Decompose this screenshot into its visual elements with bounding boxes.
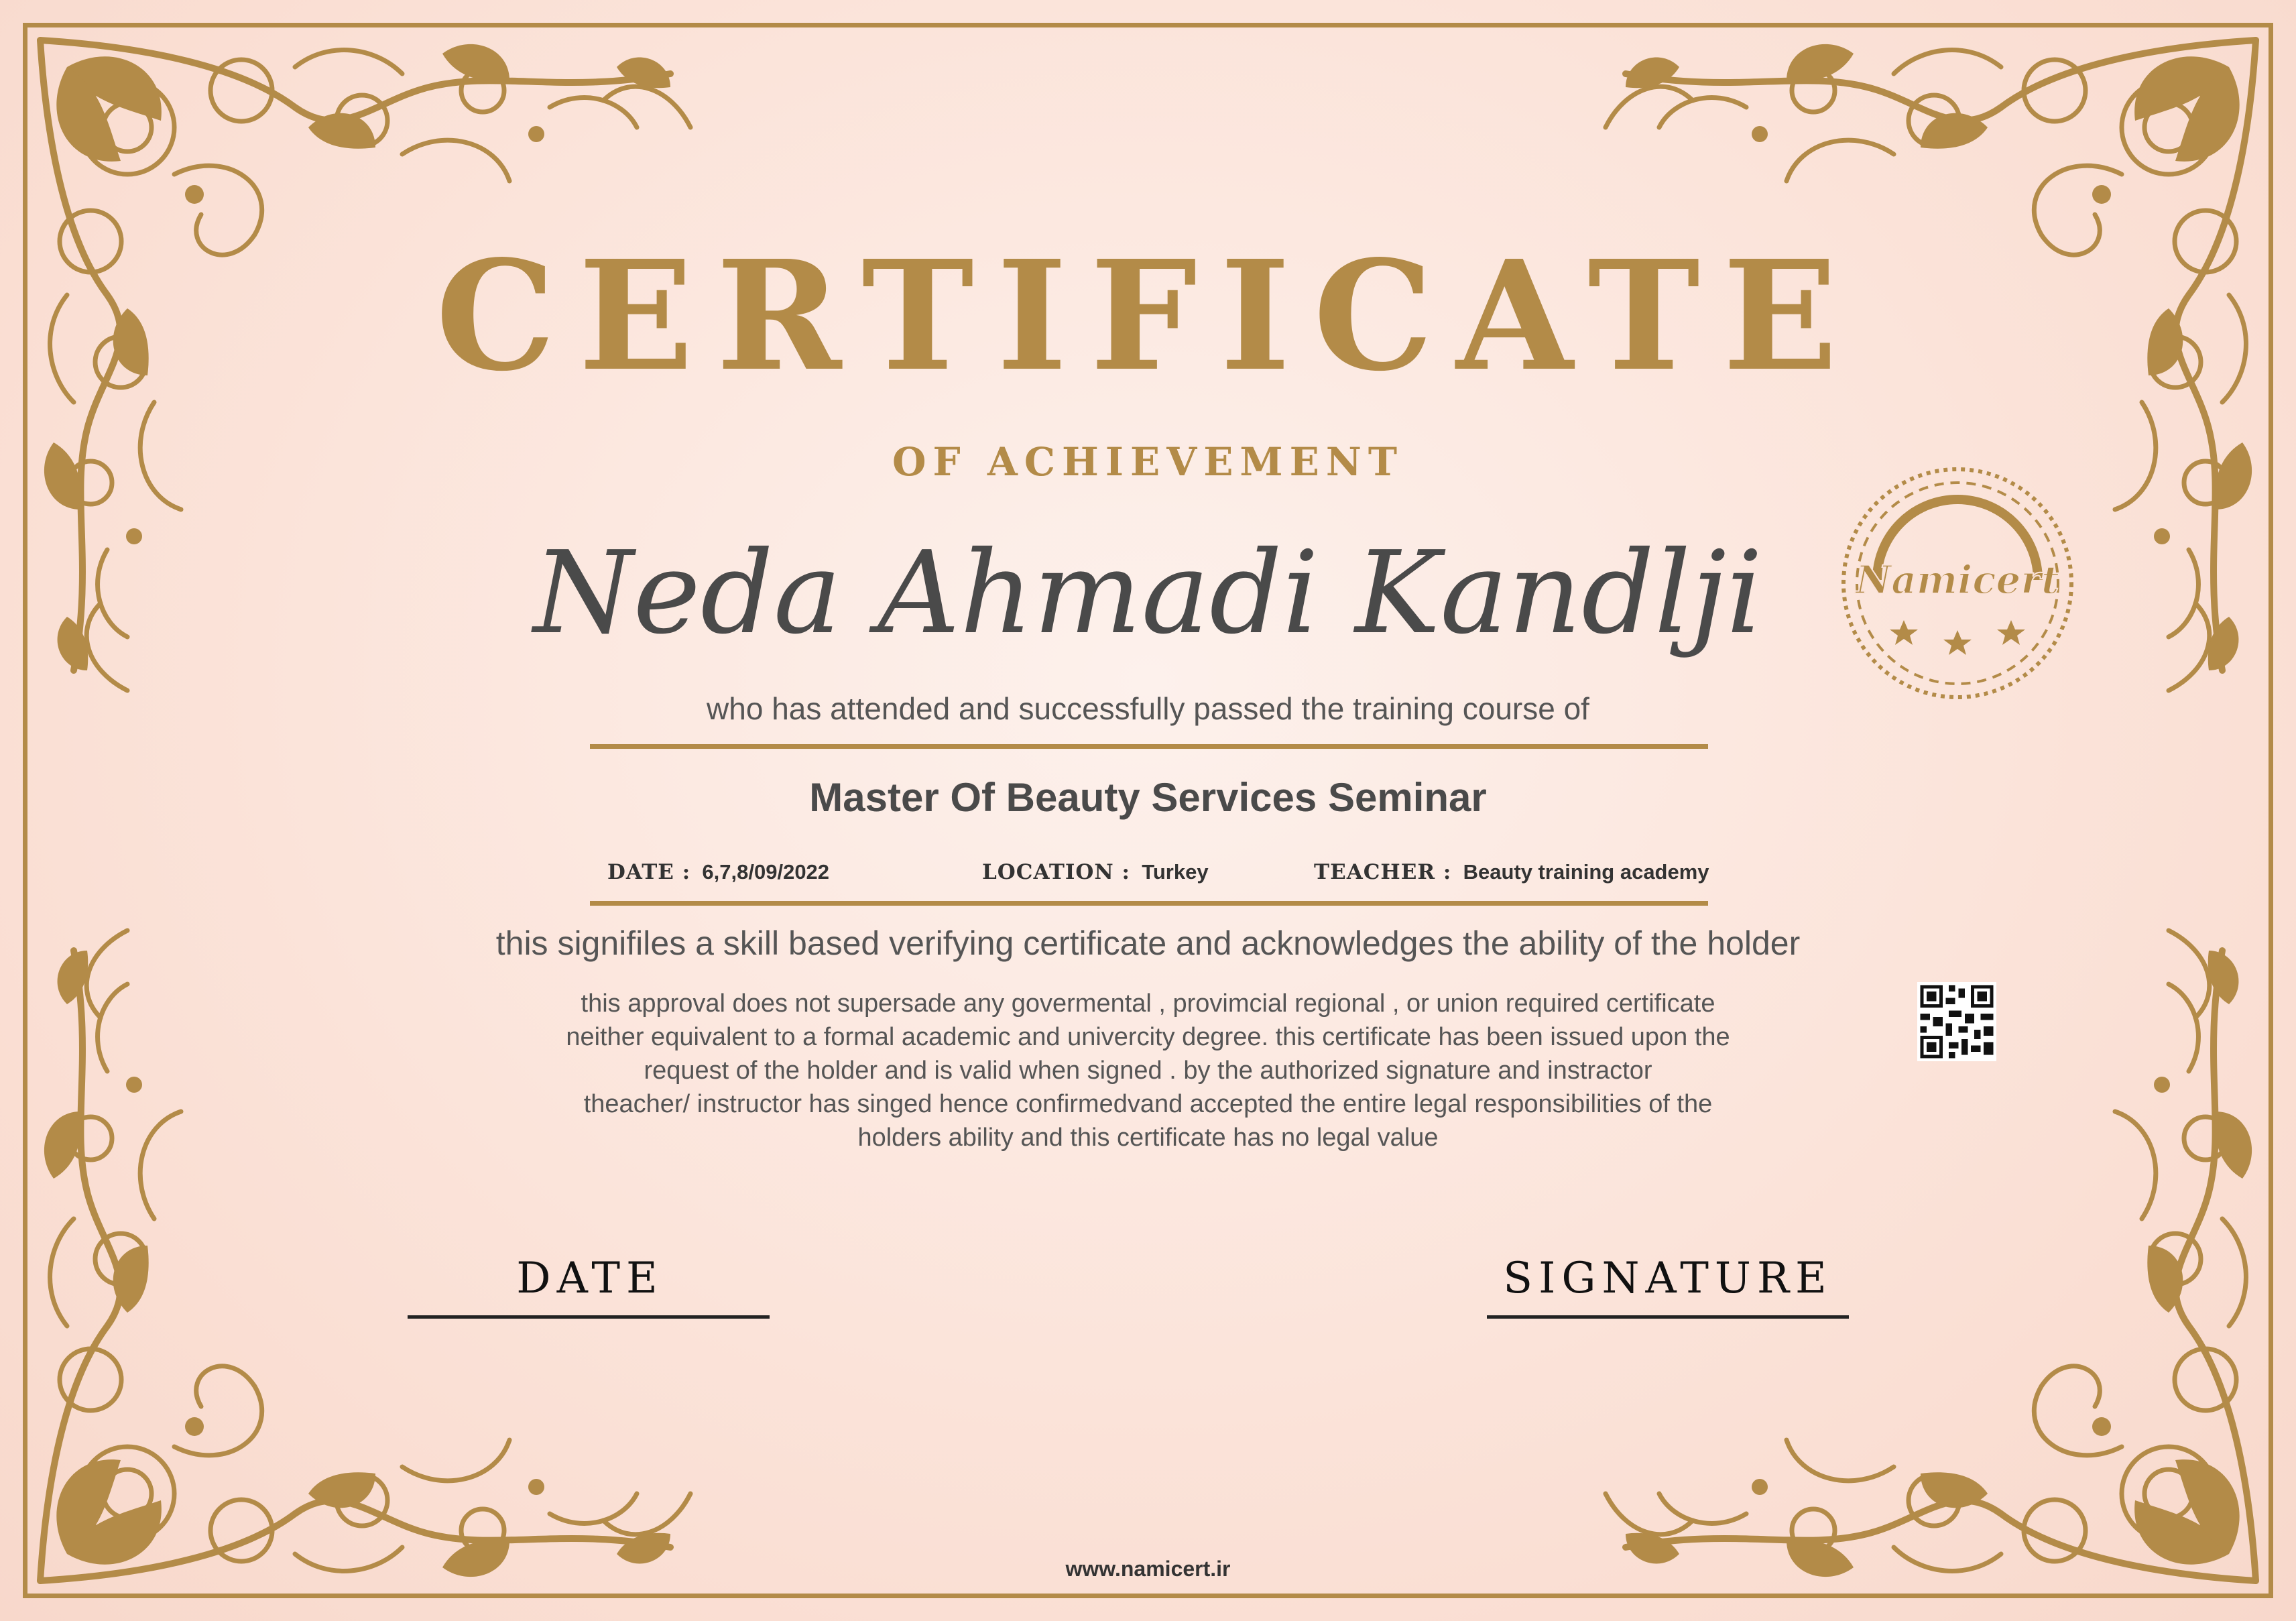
seal-stamp-icon	[1837, 463, 2078, 704]
gold-divider-top	[590, 744, 1708, 749]
recipient-name: Neda Ahmadi Kandlji	[533, 527, 1763, 660]
attended-text: who has attended and successfully passed the training course of	[707, 691, 1589, 726]
date-line	[408, 1315, 770, 1319]
qr-code-icon[interactable]	[1917, 982, 1996, 1061]
certificate-title: CERTIFICATE	[435, 228, 1861, 405]
disclaimer-line: theacher/ instructor has singed hence confirmedvand accepted the entire legal responsibilities of the	[583, 1090, 1713, 1118]
website-link[interactable]: www.namicert.ir	[1065, 1557, 1231, 1581]
detail-teacher	[1314, 860, 1709, 884]
statement-text: this signifiles a skill based verifying certificate and acknowledges the ability of the holder	[495, 924, 1801, 962]
course-name: Master Of Beauty Services Seminar	[809, 775, 1487, 820]
detail-teacher-value: Beauty training academy	[1463, 860, 1709, 884]
detail-date-label: DATE :	[607, 860, 691, 884]
signature-field-label: SIGNATURE	[1503, 1254, 1833, 1303]
disclaimer-line: holders ability and this certificate has no legal value	[857, 1124, 1439, 1152]
detail-date-value: 6,7,8/09/2022	[702, 860, 830, 884]
gold-divider-bottom	[590, 901, 1708, 906]
seal-brand: Namicert	[1856, 557, 2059, 603]
disclaimer-line: this approval does not supersade any govermental , provimcial regional , or union required certificate	[581, 989, 1715, 1018]
detail-location-value: Turkey	[1142, 860, 1209, 884]
detail-location	[982, 860, 1209, 884]
detail-location-label: LOCATION :	[982, 860, 1130, 884]
disclaimer-text	[509, 987, 1787, 1154]
certificate-subtitle: OF ACHIEVEMENT	[892, 439, 1404, 485]
date-field-label: DATE	[516, 1254, 664, 1303]
disclaimer-line: request of the holder and is valid when signed . by the authorized signature and instractor	[644, 1057, 1652, 1085]
disclaimer-line: neither equivalent to a formal academic and univercity degree. this certificate has been issued upon the	[566, 1023, 1730, 1051]
detail-teacher-label: TEACHER :	[1314, 860, 1452, 884]
signature-line	[1487, 1315, 1849, 1319]
detail-date	[607, 860, 829, 884]
